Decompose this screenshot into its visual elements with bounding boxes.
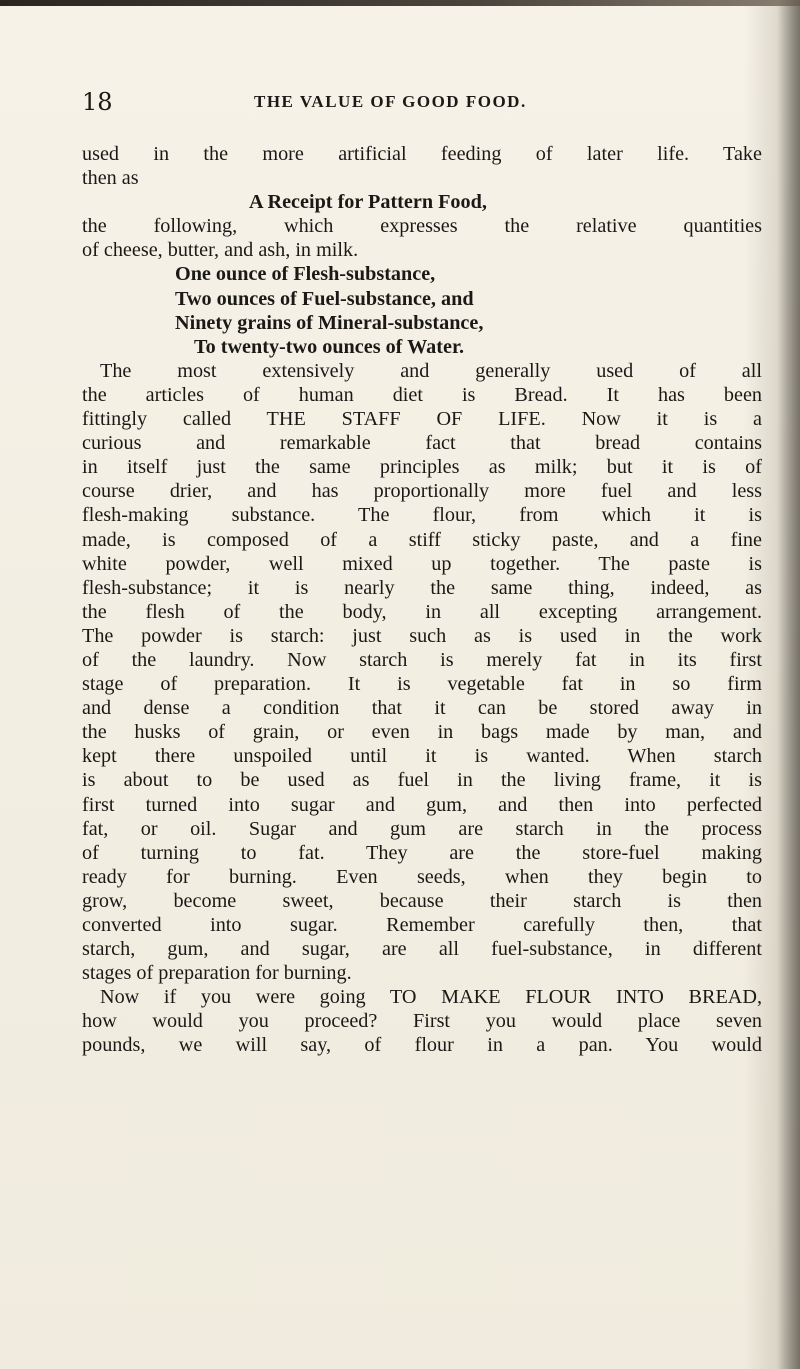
text-line: course drier, and has proportionally more fuel and less: [82, 480, 762, 503]
text-line: the flesh of the body, in all excepting arrangement.: [82, 600, 762, 623]
recipe-line: Two ounces of Fuel-substance, and: [175, 287, 474, 310]
text-line: pounds, we will say, of flour in a pan. You would: [82, 1034, 762, 1057]
text-line: the following, which expresses the relative quantities: [82, 215, 762, 238]
text-line: of turning to fat. They are the store-fuel making: [82, 841, 762, 864]
recipe-line: One ounce of Flesh-substance,: [175, 263, 436, 286]
text-line: used in the more artificial feeding of later life. Take: [82, 143, 762, 165]
text-line: curious and remarkable fact that bread contains: [82, 432, 762, 455]
text-line: the husks of grain, or even in bags made by man, and: [82, 721, 762, 744]
receipt-heading: A Receipt for Pattern Food,: [249, 191, 487, 214]
paragraph-start: The most extensively and generally used of all: [100, 359, 762, 382]
page-header: [82, 88, 762, 118]
text-line: the articles of human diet is Bread. It has been: [82, 383, 762, 406]
text-line: of the laundry. Now starch is merely fat in its first: [82, 648, 762, 671]
text-line: stages of preparation for burning.: [82, 962, 352, 985]
text-line: grow, become sweet, because their starch is then: [82, 889, 762, 912]
text-line: then as: [82, 167, 139, 190]
running-title: THE VALUE OF GOOD FOOD.: [254, 92, 527, 111]
text-line: flesh-substance; it is nearly the same thing, indeed, as: [82, 576, 762, 599]
page-number: 18: [82, 88, 113, 116]
text-line: converted into sugar. Remember carefully then, that: [82, 914, 762, 936]
body-text: [82, 142, 762, 1058]
text-line: starch, gum, and sugar, are all fuel-substance, in different: [82, 938, 762, 961]
text-line: how would you proceed? First you would place seven: [82, 1010, 762, 1033]
text-line: and dense a condition that it can be stored away in: [82, 697, 762, 720]
recipe-line: To twenty-two ounces of Water.: [194, 335, 465, 358]
text-line: first turned into sugar and gum, and then into perfected: [82, 793, 762, 816]
text-line: white powder, well mixed up together. The paste is: [82, 552, 762, 575]
page-binding-shadow: [778, 0, 800, 1369]
text-line: stage of preparation. It is vegetable fat in so firm: [82, 673, 762, 696]
page-top-edge: [0, 0, 800, 6]
text-line: ready for burning. Even seeds, when they begin to: [82, 865, 762, 888]
text-line: fat, or oil. Sugar and gum are starch in the process: [82, 817, 762, 840]
paragraph-start: Now if you were going TO MAKE FLOUR INTO BREAD,: [100, 986, 762, 1009]
text-line: in itself just the same principles as milk; but it is of: [82, 456, 762, 479]
text-line: flesh-making substance. The flour, from which it is: [82, 504, 762, 527]
text-line: made, is composed of a stiff sticky paste, and a fine: [82, 528, 762, 551]
text-line: of cheese, butter, and ash, in milk.: [82, 239, 359, 262]
text-line: fittingly called THE STAFF OF LIFE. Now it is a: [82, 408, 762, 431]
text-line: The powder is starch: just such as is used in the work: [82, 624, 762, 647]
recipe-line: Ninety grains of Mineral-substance,: [175, 311, 484, 334]
text-line: is about to be used as fuel in the living frame, it is: [82, 769, 762, 792]
text-line: kept there unspoiled until it is wanted. When starch: [82, 745, 762, 768]
